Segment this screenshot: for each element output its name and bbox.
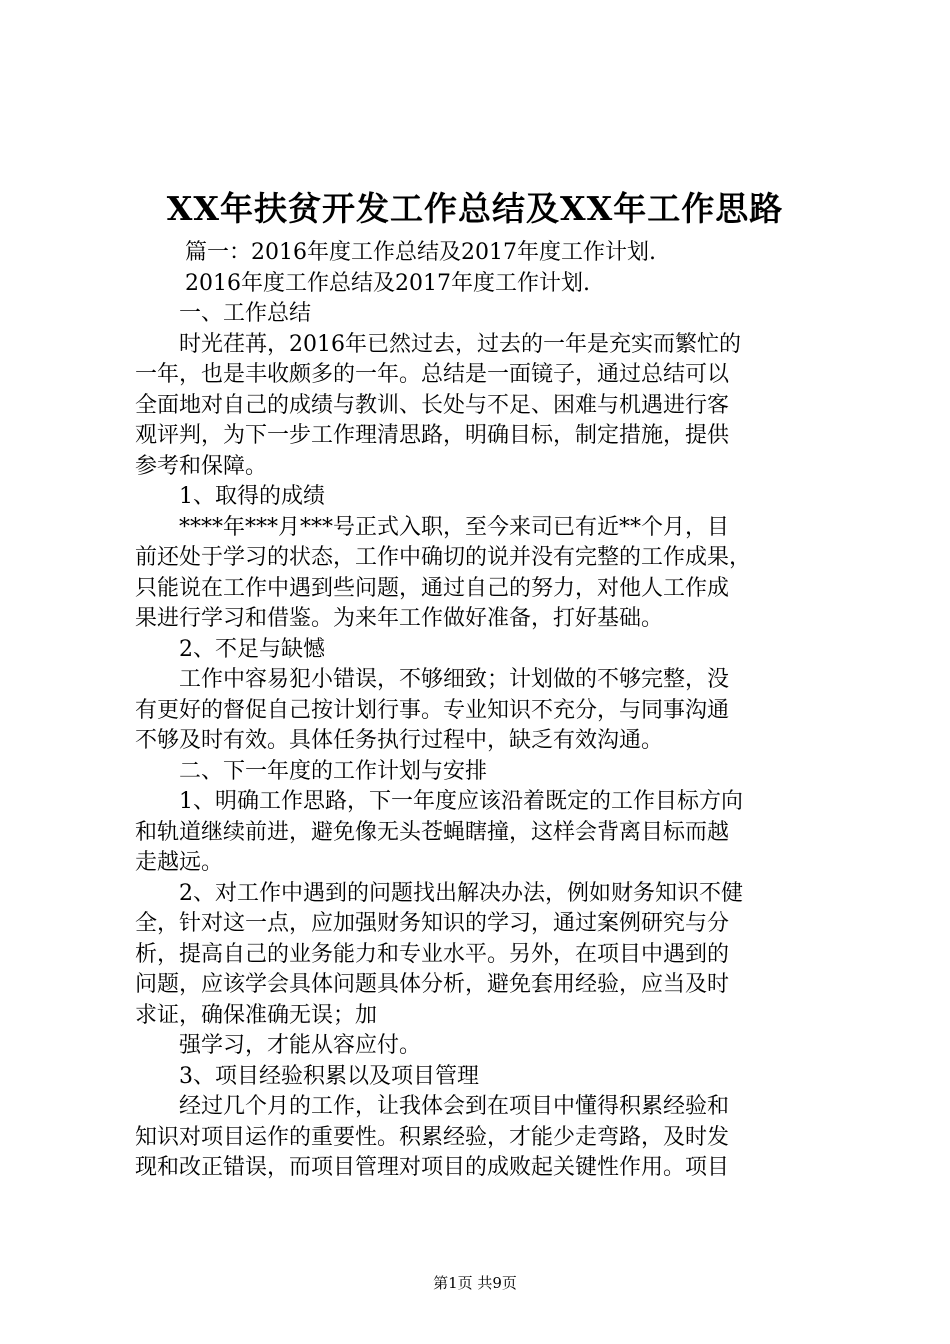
text-line: 时光荏苒，2016年已然过去，过去的一年是充实而繁忙的 (179, 331, 741, 357)
text-line: 不够及时有效。具体任务执行过程中，缺乏有效沟通。 (135, 728, 664, 753)
document-title: XX年扶贫开发工作总结及XX年工作思路 (166, 189, 784, 228)
text-line: 只能说在工作中遇到些问题，通过自己的努力，对他人工作成 (135, 575, 730, 601)
text-line: ****年***月***号正式入职，至今来司已有近**个月，目 (179, 514, 730, 540)
section-heading: 1、取得的成绩 (179, 484, 325, 509)
text-line: 果进行学习和借鉴。为来年工作做好准备，打好基础。 (135, 606, 664, 631)
text-line: 工作中容易犯小错误，不够细致；计划做的不够完整，没 (179, 667, 730, 692)
text-line: 有更好的督促自己按计划行事。专业知识不充分，与同事沟通 (135, 697, 730, 723)
text-line: 前还处于学习的状态，工作中确切的说并没有完整的工作成果， (135, 545, 752, 570)
text-line: 走越远。 (135, 850, 224, 875)
text-line: 求证，确保准确无误；加 (135, 1002, 378, 1028)
text-line: 问题，应该学会具体问题具体分析，避免套用经验，应当及时 (135, 972, 730, 997)
text-line: 2016年度工作总结及2017年度工作计划. (185, 270, 590, 296)
text-line: 参考和保障。 (135, 453, 268, 479)
section-heading: 3、项目经验积累以及项目管理 (179, 1063, 479, 1089)
text-line: 和轨道继续前进，避免像无头苍蝇瞎撞，这样会背离目标而越 (135, 819, 730, 845)
section-heading: 一、工作总结 (179, 301, 312, 326)
text-line: 观评判，为下一步工作理清思路，明确目标，制定措施，提供 (135, 423, 730, 448)
text-line: 现和改正错误，而项目管理对项目的成败起关键性作用。项目 (135, 1155, 730, 1180)
section-heading: 2、不足与缺憾 (179, 636, 325, 662)
section-heading: 二、下一年度的工作计划与安排 (179, 758, 488, 784)
text-line: 全面地对自己的成绩与教训、长处与不足、困难与机遇进行客 (135, 392, 730, 418)
text-line: 全，针对这一点，应加强财务知识的学习，通过案例研究与分 (135, 911, 730, 936)
text-line: 1、明确工作思路，下一年度应该沿着既定的工作目标方向 (179, 789, 743, 814)
text-line: 一年，也是丰收颇多的一年。总结是一面镜子，通过总结可以 (135, 362, 730, 387)
text-line: 篇一：2016年度工作总结及2017年度工作计划. (185, 240, 656, 265)
text-line: 经过几个月的工作，让我体会到在项目中懂得积累经验和 (179, 1094, 730, 1119)
document-body (135, 238, 830, 1184)
text-line: 强学习，才能从容应付。 (179, 1033, 422, 1058)
page-footer: 第1页 共9页 (433, 1274, 517, 1292)
text-line: 2、对工作中遇到的问题找出解决办法，例如财务知识不健 (179, 880, 743, 906)
text-line: 析，提高自己的业务能力和专业水平。另外，在项目中遇到的 (135, 941, 730, 967)
text-line: 知识对项目运作的重要性。积累经验，才能少走弯路，及时发 (135, 1124, 730, 1150)
